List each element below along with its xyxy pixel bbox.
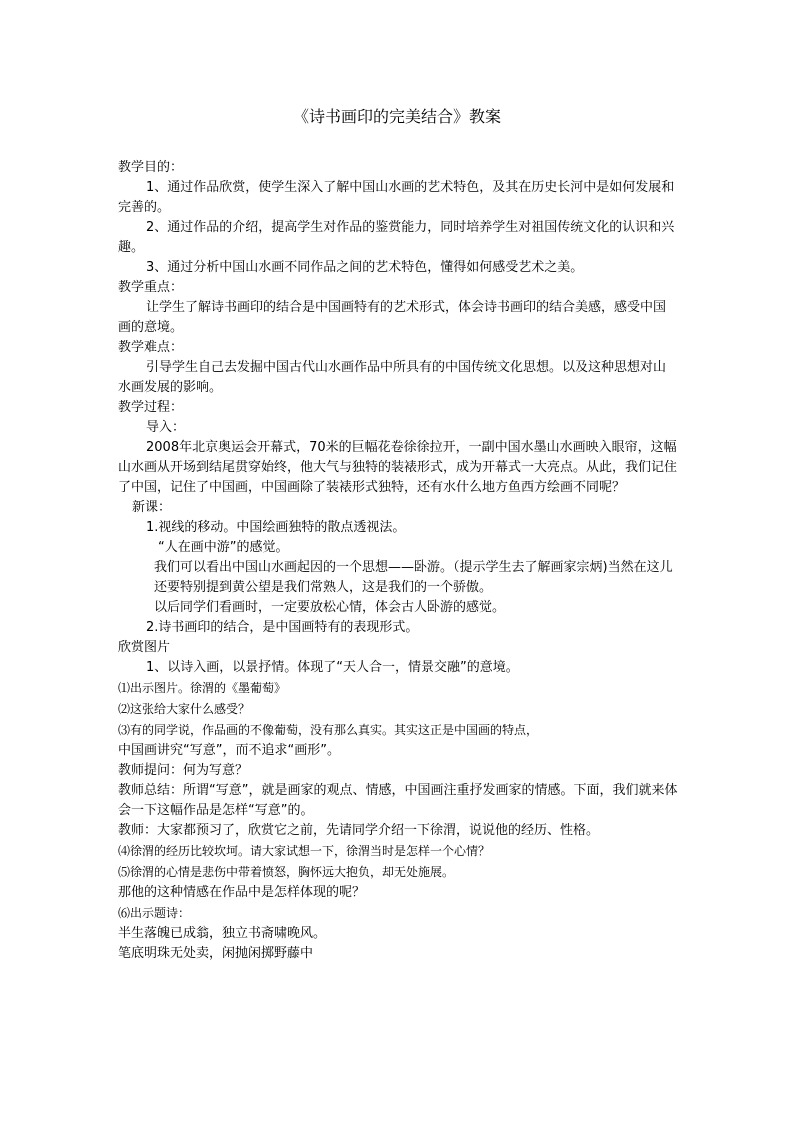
paragraph: 教师：大家都预习了，欣赏它之前，先请同学介绍一下徐渭，说说他的经历、性格。 [118,823,600,838]
paragraph: 教师提问：何为写意？ [118,763,249,778]
paragraph: 那他的这种情感在作品中是怎样体现的呢？ [118,885,366,900]
paragraph: 教学重点： [118,280,184,295]
document-title: 《诗书画印的完美结合》教案 [292,107,501,126]
paragraph: ⑹出示题诗： [118,906,191,920]
paragraph: 引导学生自己去发掘中国古代山水画作品中所具有的中国传统文化思想。以及这种思想对山水画发展的影响。 [118,360,667,395]
paragraph: 教学难点： [118,340,184,355]
paragraph: 笔底明珠无处卖，闲抛闲掷野藤中 [118,946,314,961]
paragraph: ⑸徐渭的心情是悲伤中带着愤怒，胸怀远大抱负，却无处施展。 [118,865,455,879]
paragraph: ⑶有的同学说，作品画的不像葡萄，没有那么真实。其实这正是中国画的特点， [118,723,539,737]
paragraph: 欣赏图片 [118,640,171,655]
paragraph: ⑵这张给大家什么感受？ [118,702,251,716]
paragraph: 2008年北京奥运会开幕式，70米的巨幅花卷徐徐拉开，一副中国水墨山水画映入眼帘，这幅山水画从开场到结尾贯穿始终，他大气与独特的装裱形式，成为开幕式一大亮点。从此，我们记住了中国，记住了中国画，中国画除了装裱形式独特，还有水什么地方鱼西方绘画不同呢？ [118,440,678,495]
paragraph: 中国画讲究“写意”，而不追求“画形”。 [118,743,340,758]
paragraph: 1、以诗入画，以景抒情。体现了“天人合一，情景交融”的意境。 [146,660,519,675]
paragraph: 教学过程： [118,400,184,415]
paragraph: 2.诗书画印的结合，是中国画特有的表现形式。 [146,620,419,635]
paragraph: 让学生了解诗书画印的结合是中国画特有的艺术形式，体会诗书画印的结合美感，感受中国画的意境。 [118,300,667,335]
paragraph: 新课： [132,500,172,515]
paragraph: 教师总结：所谓“写意”，就是画家的观点、情感，中国画注重抒发画家的情感。下面，我们就来体会一下这幅作品是怎样“写意”的。 [118,783,678,818]
paragraph: 3、通过分析中国山水画不同作品之间的艺术特色，懂得如何感受艺术之美。 [146,260,584,275]
paragraph: 1、通过作品欣赏，使学生深入了解中国山水画的艺术特色，及其在历史长河中是如何发展和完善的。 [118,180,675,215]
paragraph: “人在画中游”的感觉。 [158,540,289,555]
paragraph: 2、通过作品的介绍，提高学生对作品的鉴赏能力，同时培养学生对祖国传统文化的认识和兴趣。 [118,220,675,255]
paragraph: ⑴出示图片。徐渭的《墨葡萄》 [118,681,287,695]
paragraph: ⑷徐渭的经历比较坎坷。请大家试想一下，徐渭当时是怎样一个心情？ [118,844,491,858]
paragraph: 1.视线的移动。中国绘画独特的散点透视法。 [146,520,406,535]
paragraph: 教学目的： [118,160,184,175]
paragraph: 我们可以看出中国山水画起因的一个思想——卧游。（提示学生去了解画家宗炳)当然在这儿还要特别提到黄公望是我们常熟人，这是我们的一个骄傲。 [154,560,673,595]
document-body [118,158,678,964]
paragraph: 导入： [146,420,186,435]
paragraph: 以后同学们看画时，一定要放松心情，体会古人卧游的感觉。 [154,600,506,615]
paragraph: 半生落魄已成翁，独立书斋啸晚风。 [118,926,327,941]
